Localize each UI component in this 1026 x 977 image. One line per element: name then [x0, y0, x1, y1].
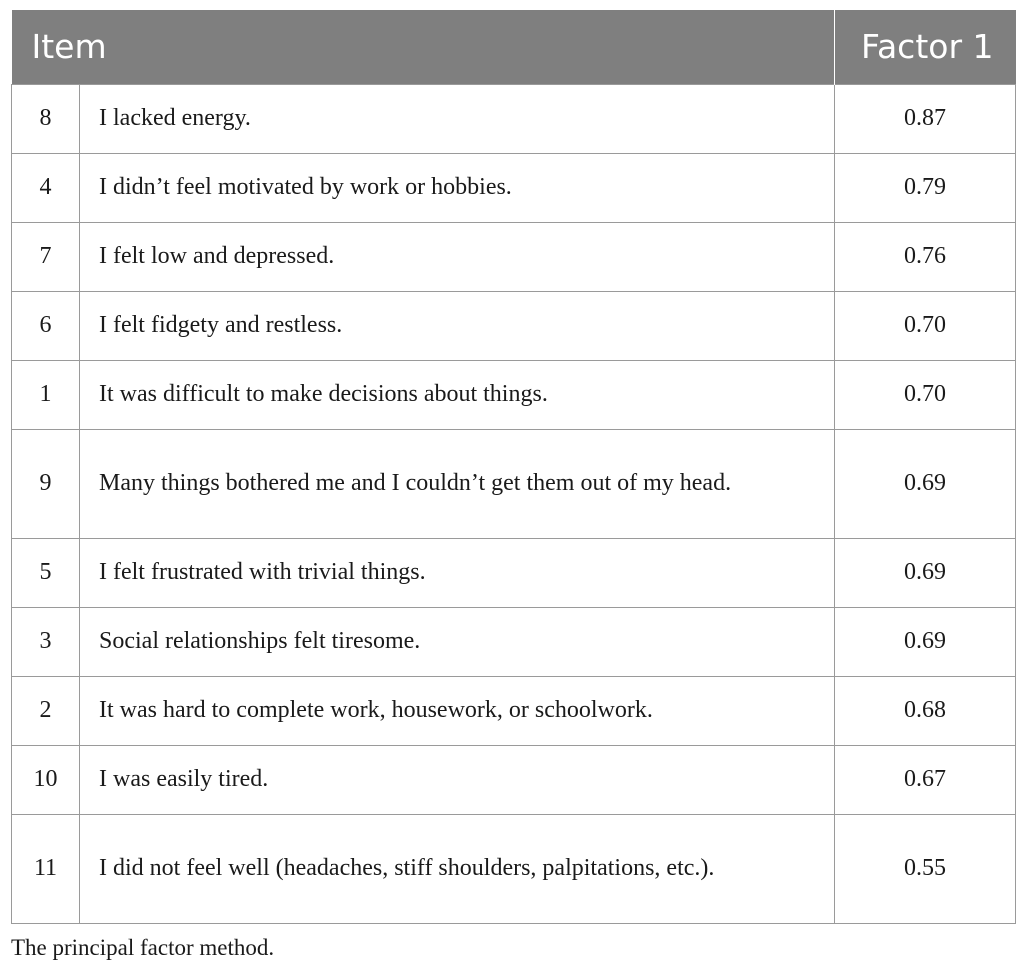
factor-loading: 0.67: [835, 745, 1016, 814]
item-number: 7: [12, 222, 80, 291]
table-row: [12, 153, 1016, 222]
item-number: 1: [12, 360, 80, 429]
header-row: [12, 10, 1016, 84]
item-number: 4: [12, 153, 80, 222]
item-number: 11: [12, 814, 80, 923]
table-row: [12, 814, 1016, 923]
table-footnote: The principal factor method.: [11, 935, 275, 960]
table-row: [12, 84, 1016, 153]
table-row: [12, 360, 1016, 429]
item-number: 2: [12, 676, 80, 745]
item-number: 6: [12, 291, 80, 360]
item-text: It was hard to complete work, housework, or schoolwork.: [80, 676, 835, 745]
factor-loading: 0.87: [835, 84, 1016, 153]
factor-loading: 0.69: [835, 538, 1016, 607]
table-row: [12, 676, 1016, 745]
table-header: [12, 10, 1016, 84]
item-text: I felt low and depressed.: [80, 222, 835, 291]
factor-loading: 0.69: [835, 607, 1016, 676]
item-text: I felt frustrated with trivial things.: [80, 538, 835, 607]
item-text: Many things bothered me and I couldn’t get them out of my head.: [80, 429, 835, 538]
table-row: [12, 291, 1016, 360]
item-text: Social relationships felt tiresome.: [80, 607, 835, 676]
item-text: I felt fidgety and restless.: [80, 291, 835, 360]
factor-loading: 0.69: [835, 429, 1016, 538]
table-row: [12, 607, 1016, 676]
factor-loading: 0.55: [835, 814, 1016, 923]
item-text: I didn’t feel motivated by work or hobbies.: [80, 153, 835, 222]
factor-loading-table-container: [11, 10, 1015, 924]
factor-column-header: Factor 1: [835, 10, 1016, 84]
table-row: [12, 429, 1016, 538]
item-column-header: Item: [31, 27, 107, 67]
item-number: 5: [12, 538, 80, 607]
factor-loading: 0.79: [835, 153, 1016, 222]
table-row: [12, 745, 1016, 814]
item-number: 10: [12, 745, 80, 814]
table-body: [12, 84, 1016, 923]
item-text: I was easily tired.: [80, 745, 835, 814]
item-number: 8: [12, 84, 80, 153]
factor-loading: 0.70: [835, 360, 1016, 429]
factor-loading-table: [11, 10, 1016, 924]
item-number: 3: [12, 607, 80, 676]
item-text: I did not feel well (headaches, stiff shoulders, palpitations, etc.).: [80, 814, 835, 923]
factor-loading: 0.70: [835, 291, 1016, 360]
item-text: I lacked energy.: [80, 84, 835, 153]
table-row: [12, 222, 1016, 291]
item-number: 9: [12, 429, 80, 538]
item-text: It was difficult to make decisions about things.: [80, 360, 835, 429]
table-row: [12, 538, 1016, 607]
factor-loading: 0.76: [835, 222, 1016, 291]
factor-loading: 0.68: [835, 676, 1016, 745]
